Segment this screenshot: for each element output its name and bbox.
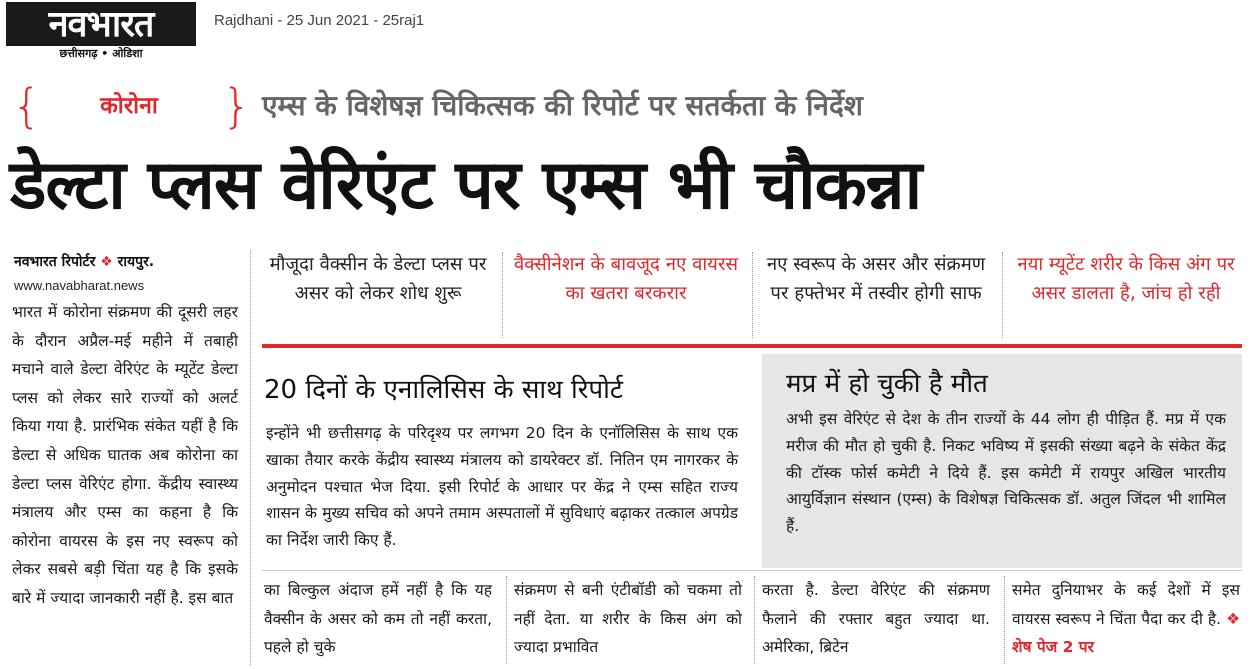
byline — [14, 252, 154, 271]
bottom-column-1: का बिल्कुल अंदाज हमें नहीं है कि यह वैक्सीन के असर को कम तो नहीं करता, पहले हो चुके — [264, 581, 492, 657]
bottom-rule — [262, 570, 1242, 571]
edition-meta: Rajdhani - 25 Jun 2021 - 25raj1 — [214, 12, 425, 29]
highlight-divider — [1002, 252, 1003, 338]
headline: डेल्टा प्लस वेरिएंट पर एम्स भी चौकन्ना — [10, 146, 922, 225]
highlight-4: नया म्यूटेंट शरीर के किस अंग पर असर डालता है, जांच हो रही — [1017, 254, 1235, 304]
byline-place: रायपुर. — [117, 254, 155, 270]
byline-reporter: नवभारत रिपोर्टर — [14, 254, 96, 270]
highlight-divider — [502, 252, 503, 338]
kicker-label: कोरोना — [100, 93, 158, 119]
bottom-column-4-text: समेत दुनियाभर के कई देशों में इस वायरस स्वरूप ने चिंता पैदा कर दी है. — [1012, 581, 1240, 628]
highlight-3: नए स्वरूप के असर और संक्रमण पर हफ्तेभर में तस्वीर होगी साफ — [766, 254, 986, 304]
logo-edition: छत्तीसगढ़ • ओडिशा — [59, 47, 143, 60]
story-kicker — [12, 80, 252, 132]
highlight-1: मौजूदा वैक्सीन के डेल्टा प्लस पर असर को लेकर शोध शुरू — [269, 254, 487, 304]
navbharat-logo — [6, 2, 196, 60]
column-divider — [250, 250, 251, 665]
section2-title: मप्र में हो चुकी है मौत — [786, 369, 988, 399]
masthead — [0, 0, 1253, 62]
website-url[interactable]: www.navabharat.news — [14, 278, 145, 293]
close-brace: } — [222, 79, 252, 133]
highlight-2: वैक्सीनेशन के बावजूद नए वायरस का खतरा बरकरार — [514, 254, 738, 304]
highlight-divider — [752, 252, 753, 338]
subheadline: एम्स के विशेषज्ञ चिकित्सक की रिपोर्ट पर सतर्कता के निर्देश — [262, 89, 863, 122]
column-divider — [1004, 576, 1005, 664]
column-divider — [754, 576, 755, 664]
section1-title: 20 दिनों के एनालिसिस के साथ रिपोर्ट — [264, 375, 624, 405]
lead-column: भारत में कोरोना संक्रमण की दूसरी लहर के दौरान अप्रैल-मई महीने में तबाही मचाने वाले डेल्टा वेरिएंट के म्यूटेंट डेल्टा प्लस को लेकर सारे राज्यों को अलर्ट किया गया है. प्रारंभिक संकेत यहीं है कि डेल्टा से अधिक घातक अब कोरोना का डेल्टा प्लस वेरिएंट होगा. केंद्रीय स्वास्थ्य मंत्रालय और एम्स का कहना है कि कोरोना वायरस के इस नए स्वरूप को लेकर सबसे बड़ी चिंता यह है कि इसके बारे में ज्यादा जानकारी नहीं है. इस बात — [12, 303, 238, 607]
section-rule — [262, 344, 1242, 348]
continued-link[interactable]: ❖ शेष पेज 2 पर — [1012, 609, 1240, 657]
section2-body: अभी इस वेरिएंट से देश के तीन राज्यों के 44 लोग ही पीड़ित हैं. मप्र में एक मरीज की मौत हो चुकी है. निकट भविष्य में इसकी संख्या बढ़ने के संकेत केंद्र की टॉस्क फोर्स कमेटी ने दिये हैं. इस कमेटी में रायपुर अखिल भारतीय आयुर्विज्ञान संस्थान (एम्स) के विशेषज्ञ चिकित्सक डॉ. अतुल जिंदल भी शामिल हैं. — [786, 410, 1226, 536]
column-divider — [506, 576, 507, 664]
bottom-column-3: करता है. डेल्टा वेरिएंट की संक्रमण फैलाने की रफ्तार बहुत ज्यादा था. अमेरिका, ब्रिटेन — [762, 581, 990, 657]
bottom-column-2: संक्रमण से बनी एंटीबॉडी को चकमा तो नहीं देता. या शरीर के किस अंग को ज्यादा प्रभावित — [514, 581, 742, 657]
diamond-icon: ❖ — [100, 254, 113, 270]
bottom-column-4 — [1012, 576, 1240, 662]
open-brace: { — [12, 79, 42, 133]
logo-wordmark: नवभारत — [6, 2, 196, 46]
section1-body: इन्होंने भी छत्तीसगढ़ के परिदृश्य पर लगभग 20 दिन के एनॉलिसिस के साथ एक खाका तैयार करके केंद्रीय स्वास्थ्य मंत्रालय को डायरेक्टर डॉ. नितिन एम नागरकर के अनुमोदन पश्चात भेज दिया. इसी रिपोर्ट के आधार पर केंद्र ने एम्स सहित राज्य शासन के मुख्य सचिव को अपने तमाम अस्पतालों में सुविधाएं बढ़ाकर तत्काल अपग्रेड का निर्देश जारी किए हैं. — [266, 424, 738, 550]
